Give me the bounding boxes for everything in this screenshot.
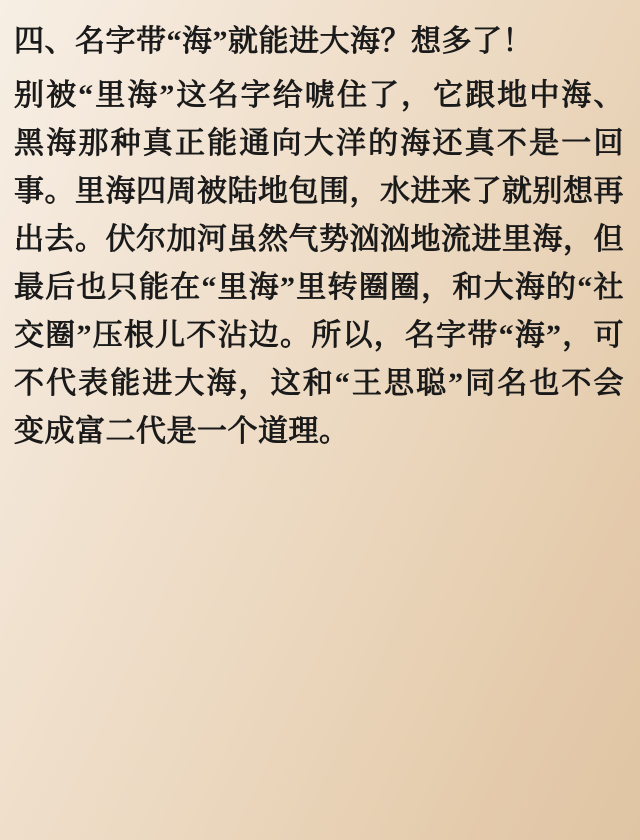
- article-body: [14, 18, 624, 456]
- body-paragraph: 别被“里海”这名字给唬住了，它跟地中海、黑海那种真正能通向大洋的海还真不是一回事。里海四周被陆地包围，水进来了就别想再出去。伏尔加河虽然气势汹汹地流进里海，但最后也只能在“里海”里转圈圈，和大海的“社交圈”压根儿不沾边。所以，名字带“海”，可不代表能进大海，这和“王思聪”同名也不会变成富二代是一个道理。: [14, 79, 624, 448]
- section-heading: 四、名字带“海”就能进大海？想多了！: [14, 25, 533, 58]
